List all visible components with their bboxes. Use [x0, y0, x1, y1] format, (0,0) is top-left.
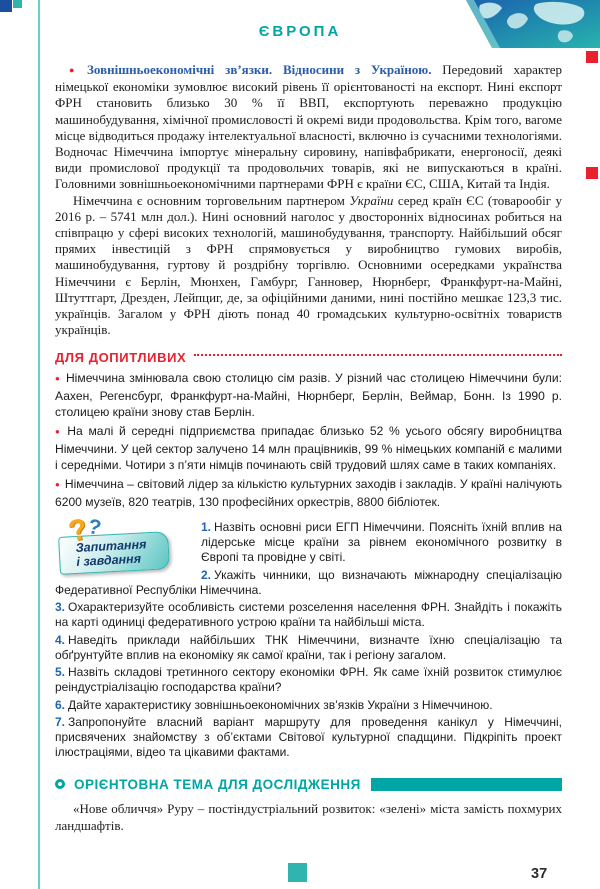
question-number: 5.: [55, 665, 66, 680]
dotted-rule: [194, 354, 562, 356]
ukraine-italic: України: [349, 192, 394, 208]
research-title-row: [55, 777, 562, 792]
question-number: 7.: [55, 715, 66, 730]
question-number: 2.: [201, 567, 212, 582]
question-item: [55, 665, 562, 695]
page-number: 37: [531, 866, 548, 882]
research-section-title: ОРІЄНТОВНА ТЕМА ДЛЯ ДОСЛІДЖЕННЯ: [74, 776, 361, 792]
world-map-image: [430, 0, 600, 48]
bottom-teal-square: [288, 863, 307, 882]
intro-text: Передовий характер німецької економіки зумовлює високий рівень її орієнтованості на експорт. Нині експорт ФРН становить близько 30 % її ВВП, експортують переважно продукцію машинобудування, хімічної промисловості й окремі види продовольства. Крім того, вагоме місце відводиться продажу інтелектуальної власності, включно із сучасними технологіями. Водночас Німеччина імпортує мінеральну сировину, напівфабрикати, енергоносії, деякі види промислової продукції та продовольчих товарів, які не випускаються в країні. Головними зовнішньоекономічними партнерами ФРН є країни ЄС, США, Китай та Індія.: [55, 62, 563, 192]
badge-label-line1: Запитання: [75, 537, 147, 556]
questions-badge: [55, 512, 201, 578]
corner-square-teal: [13, 0, 22, 8]
question-number: 4.: [55, 632, 66, 647]
question-text: Запропонуйте власний варіант маршруту для проведення канікул у Німеччині, присвячених знайомству з об’єктами Світової культурної спадщини. Підкріпіть проект ілюстраціями, відео та цікавими фактами.: [55, 715, 562, 760]
curious-item: [55, 476, 562, 510]
margin-marker-icon: [586, 167, 598, 179]
world-map-graphic: [430, 0, 600, 48]
curious-item-text: Німеччина змінювала свою столицю сім разів. У різний час столицею Німеччини були: Аахен, Регенсбург, Франкфурт-на-Майні, Нюрнберг, Берлін, Веймар, Бонн. Із 1990 р. столицею країни знову став Берлін.: [55, 371, 562, 420]
paragraph-heading: Зовнішньоекономічні зв’язки. Відносини з Україною.: [87, 62, 432, 77]
curious-item: [55, 370, 562, 420]
question-mark-icon: ?: [65, 512, 91, 550]
question-text: Дайте характеристику зовнішньоекономічних зв’язків України з Німеччиною.: [68, 697, 493, 712]
curious-section-title: ДЛЯ ДОПИТЛИВИХ: [55, 350, 187, 366]
margin-marker-icon: [586, 51, 598, 63]
research-section: [55, 777, 562, 834]
red-bullet-icon: ●: [55, 374, 61, 384]
curious-title-row: [55, 350, 562, 365]
question-text: Охарактеризуйте особливість системи розселення населення ФРН. Знайдіть і покажіть на карті одиниці федеративного устрою країни та найбільші міста.: [55, 600, 562, 630]
red-bullet-icon: ●: [69, 65, 83, 75]
question-text: Наведіть приклади найбільших ТНК Німеччини, визначте їхню спеціалізацію та обґрунтуйте вплив на економіку як самої країни, так і регіону загалом.: [55, 632, 562, 662]
question-text: Назвіть основні риси ЕГП Німеччини. Поясніть їхній вплив на лідерське місце країни за рівнем економічного розвитку в Європі та провідне у світі.: [201, 520, 562, 565]
ring-bullet-icon: [55, 779, 65, 789]
questions-section: [55, 512, 562, 763]
red-bullet-icon: ●: [55, 427, 63, 437]
ukraine-paragraph: [55, 193, 562, 339]
curious-item: [55, 423, 562, 473]
curious-item-text: Німеччина – світовий лідер за кількістю культурних заходів і закладів. У країні налічують 6200 музеїв, 820 театрів, 130 професійних оркестрів, 8800 бібліотек.: [55, 477, 563, 510]
curious-section: [55, 350, 562, 510]
question-number: 6.: [55, 697, 66, 712]
ukraine-text-2: серед країн ЄС (товарообіг у 2016 р. – 5741 млн дол.). Нині основний наголос у двосторонніх відносинах робиться на співпрацю у сфері високих технологій, машинобудування, транспорту. Найбільший обсяг прямих інвестицій з ФРН спрямовується у виробництво гумових виробів, машинобудування, гуртову й роздрібну торгівлю. Основними осередками українства Німеччини є Берлін, Мюнхен, Гамбург, Ганновер, Нюрнберг, Франкфурт-на-Майні, Штуттгарт, Дрезден, Лейпциг, де, за офіційними даними, нині постійно мешкає 123,3 тис. українців. Загалом у ФРН діють понад 40 громадських культурно-освітніх товариств українців.: [55, 192, 562, 338]
research-paragraph: «Нове обличчя» Руру – постіндустріальний розвиток: «зелені» міста замість похмурих ландшафтів.: [55, 800, 562, 833]
ukraine-text-1: Німеччина є основним торговельним партнером: [73, 192, 350, 208]
question-item: [55, 633, 562, 663]
question-number: 3.: [55, 600, 66, 615]
question-mark-icon: ?: [85, 515, 104, 541]
question-item: [55, 600, 562, 630]
page-content: [55, 62, 562, 834]
corner-square-blue: [0, 0, 12, 12]
question-item: [55, 715, 562, 760]
left-edge-line: [38, 0, 40, 889]
question-text: Укажіть чинники, що визначають міжнародну спеціалізацію Федеративної Республіки Німеччина.: [55, 567, 562, 597]
curious-item-text: На малі й середні підприємства припадає близько 52 % усього обсягу виробництва Німеччини. У цей сектор залучено 14 млн працівників, 99 % німецьких компаній є малими і середніми. Чотири з п’яти німців починають свій трудовий шлях саме в таких компаніях.: [55, 424, 562, 473]
question-text: Назвіть складові третинного сектору економіки ФРН. Як саме їхній розвиток стимулює реіндустріалізацію господарства країни?: [55, 665, 562, 695]
question-number: 1.: [201, 520, 212, 535]
chapter-header: ЄВРОПА: [258, 23, 342, 40]
teal-bar: [371, 778, 562, 791]
red-bullet-icon: ●: [55, 480, 60, 490]
badge-label-line2: і завдання: [76, 552, 142, 570]
intro-paragraph: [55, 62, 562, 193]
question-item: [55, 698, 562, 713]
